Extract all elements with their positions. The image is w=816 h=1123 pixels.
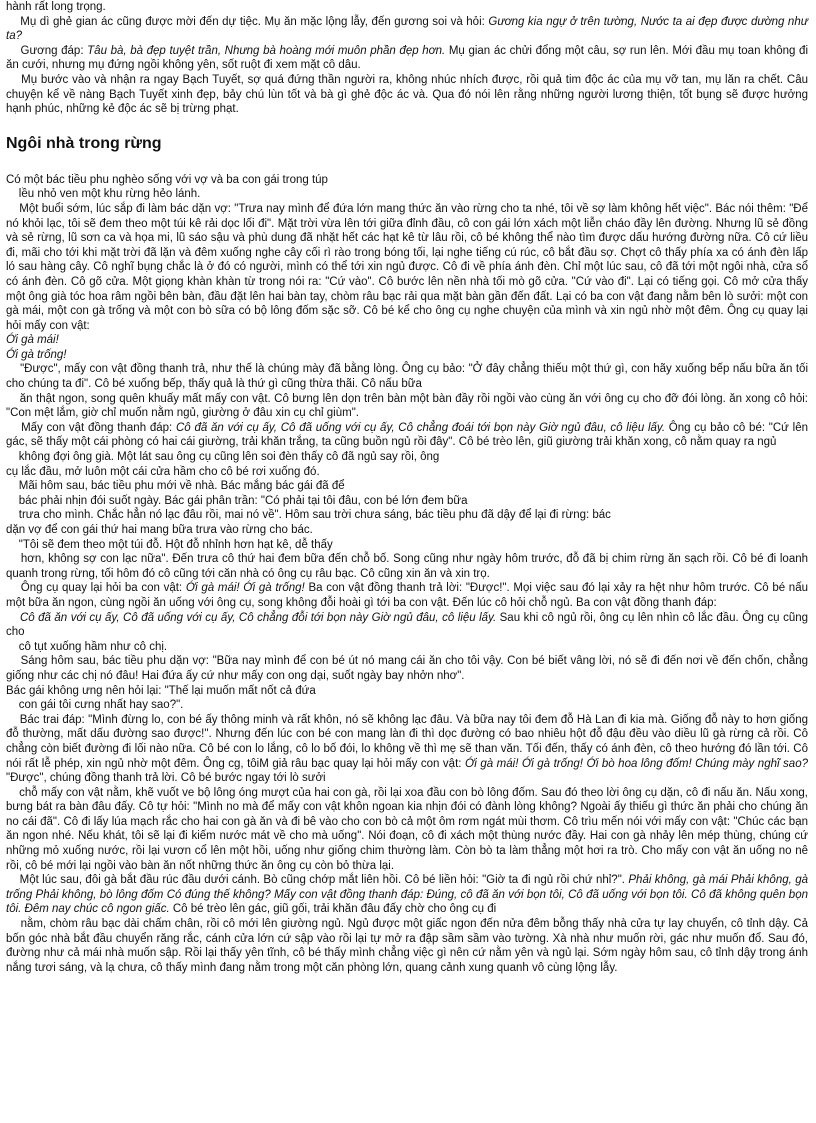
text: chỗ mấy con vật nằm, khẽ vuốt ve bộ lông óng mượt của hai con gà, rồi lại xoa đầu con bò lông đốm. Sau đó theo lời ông cụ dặn, cô đi nấu ăn. Nấu xong, bưng bát ra bàn đâu đấy. Cô tự hỏi: "Mình no mà để mấy con vật khôn ngoan kia nhịn đói có đành lòng không? Ngoài ấy thiếu gì thức ăn phải cho chúng ăn no cái đã". Cô đi lấy lúa mạch rắc cho hai con gà ăn và đi bê vào cho con bò cả một ôm rơm ngát mùi thơm. Cô trìu mến nói với mấy con vật: "Chúc các bạn ăn ngon nhé. Nếu khát, tôi sẽ lại đi kiếm nước mát về cho mà uống". Nói đoạn, cô đi xách một thùng nước đầy. Hai con gà nhảy lên mép thùng, chúng cứ những mỏ xuống nước, rồi lại vươn cổ lên một hồi, uống như giống chim thường làm. Còn bò ta làm thẳng một hơi ra trò. Cho mấy con vật ăn uống no nê rồi, cô bé mới lại ngồi vào bàn ăn nốt những thức ăn ông cụ còn bỏ thừa lại. (6, 786, 812, 872)
section-heading: Ngôi nhà trong rừng (6, 134, 162, 152)
document-page (6, 0, 812, 975)
text (6, 612, 20, 624)
paragraph (6, 187, 808, 202)
text: ăn thật ngon, song quên khuấy mất mấy con vật. Cô bưng lên dọn trên bàn một bàn đầy rồi ngồi vào cùng ăn với ông cụ cho đỡ đói lòng. ăn xong cô hỏi: "Con mệt lắm, giờ chỉ muốn nằm ngủ, giường ở đâu xin cụ chỉ giùm". (6, 392, 812, 420)
paragraph (6, 44, 812, 73)
text: cô tụt xuống hầm như cô chị. (6, 640, 168, 653)
text: Mụ dì ghẻ gian ác cũng được mời đến dự tiệc. Mụ ăn mặc lộng lẫy, đến gương soi và hỏi: (6, 15, 489, 28)
text: Gương đáp: (6, 44, 88, 57)
text: hành rất long trọng. (6, 1, 106, 13)
paragraph (6, 698, 808, 713)
text: "Tôi sẽ đem theo một túi đỗ. Hột đỗ nhỉnh hơn hạt kê, dễ thấy (6, 538, 333, 551)
paragraph (6, 450, 808, 465)
text: Sáng hôm sau, bác tiều phu dặn vợ: "Bữa nay mình để con bé út nó mang cái ăn cho tôi vậy. Con bé biết vâng lời, nó sẽ đi đến nơi về đến chốn, chẳng giống như các chị nó đâu! Hai đứa ấy cứ như mấy con ong dại, suốt ngày bay nhởn nhơ". (6, 655, 812, 682)
verse-line (6, 333, 808, 348)
italic-verse: Ới gà mái! Ới gà trống! Ới bò hoa lông đốm! Chúng mày nghĩ sao? (464, 757, 808, 770)
paragraph (6, 654, 812, 683)
paragraph (6, 640, 808, 655)
paragraph (6, 786, 812, 874)
text: Có một bác tiều phu nghèo sống với vợ và ba con gái trong túp (6, 173, 328, 186)
text: Mãi hôm sau, bác tiều phu mới về nhà. Bác mắng bác gái đã để (6, 480, 345, 493)
paragraph (6, 465, 808, 480)
paragraph (6, 0, 808, 15)
italic-verse: Cô đã ăn với cụ ấy, Cô đã uống với cụ ấy, Cô chẳng đoái tới bọn này Giờ ngủ đâu, cô liệu lấy. (176, 421, 666, 434)
text: không đợi ông già. Một lát sau ông cụ cũng lên soi đèn thấy cô đã ngủ say rồi, ông (6, 451, 440, 464)
paragraph (6, 523, 808, 538)
paragraph (6, 173, 808, 188)
text: con gái tôi cưng nhất hay sao?". (6, 699, 184, 712)
text: Sau khi cô ngủ rồi, ông cụ lên nhìn cô lắc đầu. Ông cụ cũng cho (6, 611, 812, 639)
text: lều nhỏ ven một khu rừng hẻo lánh. (6, 188, 201, 201)
italic-verse: Cô đã ăn với cụ ấy, Cô đã uống với cụ ấy, Cô chẳng đỗi tới bọn này Giờ ngủ đâu, cô liệu lấy. (19, 611, 497, 624)
text: Mụ bước vào và nhận ra ngay Bạch Tuyết, sợ quá đứng thần người ra, không nhúc nhích được, rồi quả tim độc ác của mụ vỡ tan, mụ lăn ra chết. Câu chuyện kể về nàng Bạch Tuyết xinh đẹp, bảy chú lùn tốt và bà gì ghẻ độc ác và. Qua đó nói lên rằng những người lương thiện, tốt bụng sẽ được hưởng hạnh phúc, những kẻ độc ác sẽ bị trừng phạt. (6, 73, 812, 116)
paragraph (6, 362, 812, 391)
text: Bác gái không ưng nên hỏi lại: "Thế lại muốn mất nốt cả đứa (6, 684, 316, 697)
paragraph (6, 873, 812, 917)
text: Ông cụ bảo cô bé: "Cứ lên gác, sẽ thấy một cái phòng có hai cái giường, trải khăn trắng, ta cũng buồn ngủ rồi đây". Cô bé trèo lên, giũ giường trải khăn xong, cô nằm quay ra ngủ (6, 421, 812, 449)
paragraph (6, 684, 808, 699)
text: hơn, không sợ con lạc nữa". Đến trưa cô thứ hai đem bữa đến chỗ bố. Song cũng như ngày hôm trước, đỗ đã bị chim rừng ăn sạch rồi. Cô bé đi loanh quanh trong rừng, tối hôm đó cô cũng tới căn nhà có ông cụ râu bạc. Cô cũng xin ăn và xin trọ. (6, 553, 812, 580)
text: Một lúc sau, đôi gà bắt đầu rúc đầu dưới cánh. Bò cũng chớp mắt liên hồi. Cô bé liền hỏi: "Giờ ta đi ngủ rồi chứ nhỉ?". (6, 874, 629, 887)
text: Ới gà mái! (6, 334, 59, 347)
verse-line (6, 348, 808, 363)
paragraph (6, 479, 808, 494)
paragraph (6, 508, 808, 523)
paragraph (6, 202, 812, 333)
text: Một buổi sớm, lúc sắp đi làm bác dặn vợ: "Trưa nay mình để đứa lớn mang thức ăn vào rừng cho ta nhé, tôi về sợ làm không hết việc". Bác nói thêm: "Để nó khỏi lạc, tôi sẽ đem theo một túi kê rải dọc lối đi". Mặt trời vừa lên tới giữa đỉnh đầu, cô con gái lớn xách một liễn cháo đầy lên đường. Nhưng lũ sẻ đồng và sẻ rừng, lũ sơn ca và họa mi, lũ sáo sậu và phù dung đã nhặt hết các hạt kê từ lâu rồi, cô bé không thể nào tìm được dấu hướng đường nữa. Cô cứ liều đi, mãi cho tới khi mặt trời đã lặn và đêm xuống nghe cây cối rì rào trong bóng tối, lại nghe tiếng cú rúc, cô bắt đầu sợ. Chợt cô thấy phía xa có ánh đèn lấp ló sau hàng cây. Cô nghĩ bụng chắc là ở đó có người, mình có thể tới xin ngủ được. Cô đi về phía ánh đèn. Chỉ một lúc sau, cô đã tới một ngôi nhà, cửa sổ có ánh đèn. Cô gõ cửa. Một giọng khàn khàn từ trong nói ra: "Cứ vào". Cô bước lên nền nhà tối mò gõ cửa. "Cứ vào đi". Lại có tiếng gọi. Cô mở cửa thấy một ông già tóc hoa râm ngồi bên bàn, đầu đặt lên hai bàn tay, chòm râu bạc rải qua mặt bàn gần đến đất. Lại có ba con vật đang nằm bên lò sưởi: một con gà mái, một con gà trống và một con bò sữa có bộ lông đốm sặc sỡ. Cô bé kể cho ông cụ nghe chuyện của mình và xin ngủ nhờ một đêm. Ông cụ quay lại hỏi mấy con vật: (6, 202, 812, 332)
paragraph (6, 917, 812, 975)
paragraph (6, 73, 812, 117)
text: Cô bé trèo lên gác, giũ gối, trải khăn đâu đấy chờ cho ông cụ đi (169, 903, 497, 916)
text: Mụ gian ác chửi đổng một câu, sợ run lên. Mới đầu mụ toan không đi ăn cưới, nhưng mụ đứng ngồi không yên, sốt ruột đi xem mặt cô dâu. (6, 44, 812, 72)
paragraph (6, 15, 812, 44)
paragraph (6, 494, 808, 509)
paragraph (6, 713, 812, 786)
text: nằm, chòm râu bạc dài chấm chân, rồi cô mới lên giường ngủ. Ngủ được một giấc ngon đến nửa đêm bỗng thấy nhà cửa tự lay chuyển, cô tỉnh dậy. Cả bốn góc nhà bắt đầu chuyển răng rắc, cánh cửa lớn cứ sập vào rồi lại tự mở ra đập sầm sầm vào tường. Xà nhà như muốn rời, gác như muốn đổ. Sau đó, đường như cả mái nhà muốn sập. Rồi lại thấy yên tĩnh, cô bé thấy mình chẳng việc gì nên cứ nằm yên và ngủ lại. Sớm ngày hôm sau, cô tỉnh dậy trong ánh nắng tươi sáng, và lạ chưa, cô thấy mình đang nằm trong một căn phòng lớn, quang cảnh xung quanh vô cùng lộng lẫy. (6, 918, 812, 974)
text: trưa cho mình. Chắc hẳn nó lạc đâu rồi, mai nó về". Hôm sau trời chưa sáng, bác tiều phu đã dậy để lại đi rừng: bác (6, 509, 611, 522)
text: dặn vợ để con gái thứ hai mang bữa trưa vào rừng cho bác. (6, 524, 313, 536)
paragraph (6, 611, 812, 640)
paragraph (6, 552, 812, 581)
text: Ông cụ quay lại hỏi ba con vật: (6, 582, 186, 595)
italic-verse: Gương kia ngự ở trên tường, Nước ta ai đẹp được dường như ta? (6, 15, 812, 43)
paragraph (6, 421, 812, 450)
text: Bác trai đáp: "Mình đừng lo, con bé ấy thông minh và rất khôn, nó sẽ không lạc đâu. Và bữa nay tôi đem đỗ Hà Lan đi kia mà. Giống đỗ này to hơn giống đỗ thường, mất dấu đường sao được!". Nhưng đến lúc con bé con mang làn đi thì dọc đường có bao nhiêu hột đỗ đậu đều vào diều lũ gà rừng cả rồi. Cô chẳng còn biết đường đi lối nào nữa. Cô bé con lo lắng, cô lo bố đói, lo không về thì mẹ sẽ than văn. Tối đến, thấy có ánh đèn, cô theo hướng đó lần tới. Cô nói rất lễ phép, xin ngủ nhờ một đêm. Ông cg, tôiM giả râu bạc quay lại hỏi mấy con vật: (6, 713, 812, 770)
italic-verse: Ới gà mái! Ới gà trống! (185, 582, 305, 595)
text: Mấy con vật đồng thanh đáp: (6, 421, 176, 434)
text: "Được", mấy con vật đồng thanh trả, như thế là chúng mày đã bằng lòng. Ông cụ bảo: "Ở đây chẳng thiếu một thứ gì, con hãy xuống bếp nấu bữa ăn tối cho chúng ta đi". Cô bé xuống bếp, thấy quả là thứ gì cũng thừa thãi. Cô nấu bữa (6, 363, 812, 391)
italic-verse: Tâu bà, bà đẹp tuyệt trần, Nhưng bà hoàng mới muôn phần đẹp hơn. (87, 44, 446, 57)
paragraph (6, 392, 812, 421)
text: Ba con vật đồng thanh trả lời: "Được!". Mọi việc sau đó lại xảy ra hệt như hôm trước. Cô bé nấu một bữa ăn ngon, cùng ngồi ăn uống với ông cụ, song không đỗi hoài gì tới ba con vật. Đến lúc cô hỏi chỗ ngủ. Ba con vật đồng thanh đáp: (6, 582, 812, 609)
paragraph (6, 538, 808, 553)
text: "Được", chúng đồng thanh trả lời. Cô bé bước ngay tới lò sưởi (6, 757, 812, 785)
text: bác phải nhịn đói suốt ngày. Bác gái phân trần: "Có phải tại tôi đâu, con bé lớn đem bữa (6, 494, 468, 507)
text: Ới gà trống! (6, 348, 67, 361)
text: cụ lắc đầu, mở luôn một cái cửa hầm cho cô bé rơi xuống đó. (6, 465, 320, 478)
italic-verse: Phải không, gà mái Phải không, gà trống Phải không, bò lông đốm Có đúng thế không? Mấy con vật đồng thanh đáp: Đúng, cô đã ăn với bọn tôi, Cô đã uống với bọn tôi. Cô đã không quên bọn tôi. Đêm nay chúc cô ngon giấc. (6, 874, 812, 916)
paragraph (6, 581, 812, 610)
